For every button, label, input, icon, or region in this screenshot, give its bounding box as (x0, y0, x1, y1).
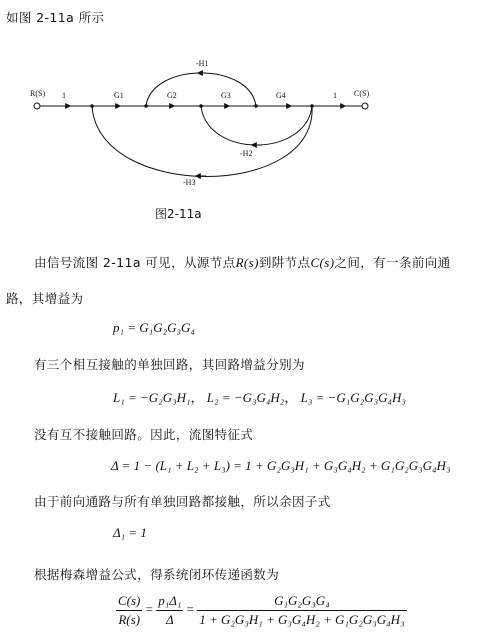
label-h3: -H3 (183, 178, 196, 187)
label-h1: -H1 (196, 59, 209, 68)
var-Cs: C(s) (310, 255, 335, 270)
eq-l1: L₁ = −G₂G₃H₁ (113, 390, 191, 405)
para3: 没有互不接触回路。因此，流图特征式 (34, 427, 254, 442)
eq-forward-gain: p₁ = G₁G₂G₃G₄ (113, 320, 195, 335)
label-source: R(S) (30, 89, 46, 98)
para2: 有三个相互接触的单独回路，其回路增益分别为 (34, 357, 305, 372)
frac-lhs: $\frac{C(s)}{R(s)}$ (118, 593, 141, 627)
label-h2: -H2 (240, 149, 253, 158)
frac-rhs: $\frac{\text{G₁G₂G₃G₄}}{\text{1 + G₂G₃H₁ + G₃G₄H₂ + G₁G₂G₃G₄H₃}}$ (199, 593, 405, 627)
label-sink: C(S) (354, 89, 370, 98)
signal-flow-graph (0, 40, 480, 190)
node-source (34, 103, 40, 109)
figure-caption: 图2-11a (155, 207, 202, 221)
var-Rs: R(s) (235, 255, 259, 270)
eq-characteristic: Δ = 1 − (L₁ + L₂ + L₃) = 1 + G₂G₃H₁ + G₃G₄H₂ + G₁G₂G₃G₄H₃ (111, 458, 451, 473)
node-sink (362, 103, 368, 109)
label-g3: G3 (221, 91, 231, 100)
para1-text-c: 之间，有一条前向通 (334, 255, 451, 270)
para4: 由于前向通路与所有单独回路都接触，所以余因子式 (34, 494, 331, 509)
heading: 如图 2-11a 所示 (6, 10, 105, 25)
para1-line1 (34, 253, 451, 271)
para5: 根据梅森增益公式，得系统闭环传递函数为 (34, 567, 280, 582)
eq-loop-gains: L₁ = −G₂G₃H₁， L₂ = −G₃G₄H₂， L₃ = −G₁G₂G₃G₄H₃ (113, 390, 406, 405)
eq-cofactor: Δ₁ = 1 (113, 525, 147, 540)
label-in-gain: 1 (62, 91, 66, 100)
para1-text-a: 由信号流图 2-11a 可见，从源节点 (34, 255, 236, 270)
label-g1: G1 (114, 91, 124, 100)
frac-mid: $\frac{\text{p₁Δ₁}}{\Delta}$ (158, 593, 182, 627)
para1-line2: 路，其增益为 (6, 291, 84, 306)
loop-h1 (146, 73, 256, 106)
eq-transfer-function: $\frac{C(s)}{R(s)}$ = $\frac{\text{p₁Δ₁}}{\Delta}$ = $\frac{\text{G₁G₂G₃G₄}}{\text{1 + G₂G₃H₁ + G₃G₄H₂ + G₁G₂G₃G₄H₃}}$ (118, 593, 405, 627)
label-g2: G2 (167, 91, 177, 100)
para1-text-b: 到阱节点 (258, 255, 311, 270)
label-g4: G4 (276, 91, 286, 100)
eq-l3: L₃ = −G₁G₂G₃G₄H₃ (300, 390, 406, 405)
eq-l2: L₂ = −G₃G₄H₂ (206, 390, 285, 405)
loop-h2 (201, 106, 312, 145)
label-out-gain: 1 (333, 91, 337, 100)
